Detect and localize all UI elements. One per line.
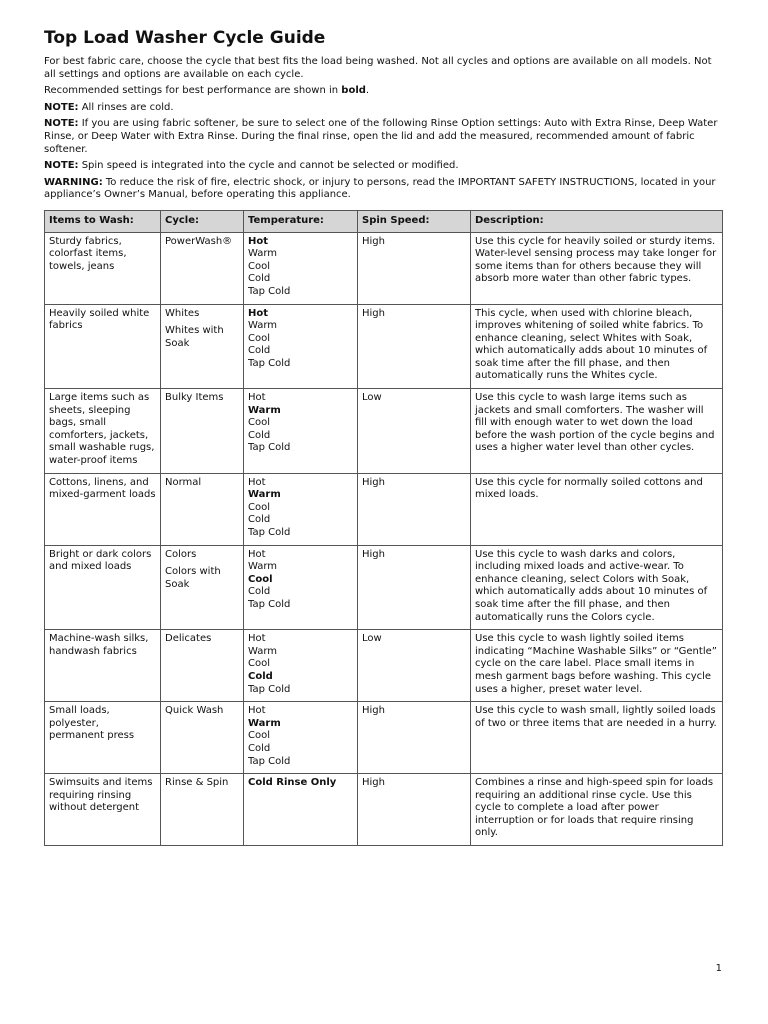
temperature-option: Cool — [248, 260, 270, 272]
temperature-option: Cool — [248, 417, 270, 429]
table-row — [45, 389, 723, 474]
cycle-name: PowerWash® — [165, 235, 233, 247]
temperature-option: Cool — [248, 730, 270, 742]
temperature-option: Cold — [248, 429, 271, 441]
recommended-paragraph — [44, 85, 724, 98]
cell-items: Sturdy fabrics, colorfast items, towels, jeans — [45, 232, 161, 304]
note-label: NOTE: — [44, 101, 79, 113]
note-fabric-softener — [44, 118, 724, 156]
intro-paragraph: For best fabric care, choose the cycle that best fits the load being washed. Not all cycles and options are available on all models. Not all settings and options are available on each cycle. — [44, 56, 712, 80]
cell-items: Bright or dark colors and mixed loads — [45, 545, 161, 630]
cell-temperature — [244, 389, 358, 474]
temperature-option: Warm — [248, 320, 278, 332]
cell-description: Combines a rinse and high-speed spin for loads requiring an additional rinse cycle. Use this cycle to complete a load after power interruption or for loads that require rinsing only. — [471, 774, 723, 846]
warning-label: WARNING: — [44, 176, 103, 188]
cell-spin-speed: Low — [358, 389, 471, 474]
cycle-name: Colors — [165, 548, 197, 560]
temperature-option: Tap Cold — [248, 683, 291, 695]
cell-cycle — [161, 389, 244, 474]
warning-text: To reduce the risk of fire, electric shock, or injury to persons, read the IMPORTANT SAFETY INSTRUCTIONS, located in your appliance’s Owner’s Manual, before operating this appliance. — [44, 176, 716, 201]
recommended-temperature: Cool — [248, 573, 273, 585]
cell-temperature — [244, 232, 358, 304]
header-temperature: Temperature: — [244, 210, 358, 232]
table-row — [45, 545, 723, 630]
cell-items: Large items such as sheets, sleeping bags, small comforters, jackets, small washable rugs, water-proof items — [45, 389, 161, 474]
cell-cycle — [161, 232, 244, 304]
cell-description: Use this cycle for heavily soiled or sturdy items. Water-level sensing process may take longer for some items than for others because they will absorb more water than other fabric types. — [471, 232, 723, 304]
table-row — [45, 473, 723, 545]
cycle-name: Normal — [165, 476, 202, 488]
cell-temperature — [244, 702, 358, 774]
temperature-option: Cold — [248, 586, 271, 598]
warning-paragraph — [44, 177, 724, 202]
temperature-option: Tap Cold — [248, 285, 291, 297]
cell-temperature — [244, 304, 358, 389]
recommended-temperature: Hot — [248, 235, 269, 247]
cell-cycle — [161, 473, 244, 545]
recommended-bold-word: bold — [341, 85, 366, 97]
cell-temperature — [244, 774, 358, 846]
temperature-option: Warm — [248, 561, 278, 573]
cell-description: Use this cycle to wash darks and colors, including mixed loads and active-wear. To enhance cleaning, select Colors with Soak, which automatically adds about 10 minutes of soak time after the fill phase, and then automatically runs the Colors cycle. — [471, 545, 723, 630]
table-row — [45, 232, 723, 304]
cell-description: Use this cycle to wash small, lightly soiled loads of two or three items that are needed in a hurry. — [471, 702, 723, 774]
temperature-option: Hot — [248, 633, 266, 645]
cell-spin-speed: High — [358, 545, 471, 630]
recommended-temperature: Warm — [248, 717, 281, 729]
temperature-option: Cool — [248, 332, 270, 344]
note-label: NOTE: — [44, 160, 79, 172]
temperature-option: Cool — [248, 501, 270, 513]
cycle-name: Bulky Items — [165, 392, 224, 404]
cycle-guide-table — [44, 210, 723, 846]
cycle-name: Rinse & Spin — [165, 777, 229, 789]
recommended-temperature: Cold Rinse Only — [248, 777, 337, 789]
note-label: NOTE: — [44, 118, 79, 130]
note-text: All rinses are cold. — [78, 101, 174, 113]
cycle-name: Whites with Soak — [165, 325, 224, 349]
recommended-text: Recommended settings for best performance are shown in — [44, 85, 342, 97]
temperature-option: Cold — [248, 514, 271, 526]
temperature-option: Warm — [248, 645, 278, 657]
cell-items: Heavily soiled white fabrics — [45, 304, 161, 389]
temperature-option: Tap Cold — [248, 598, 291, 610]
header-spin-speed: Spin Speed: — [358, 210, 471, 232]
table-row — [45, 774, 723, 846]
temperature-option: Hot — [248, 476, 266, 488]
cell-spin-speed: High — [358, 702, 471, 774]
cell-cycle — [161, 774, 244, 846]
cell-spin-speed: High — [358, 774, 471, 846]
note-rinses — [44, 102, 724, 115]
recommended-temperature: Cold — [248, 670, 273, 682]
temperature-option: Tap Cold — [248, 357, 291, 369]
recommended-temperature: Warm — [248, 489, 281, 501]
cell-cycle — [161, 630, 244, 702]
temperature-option: Cold — [248, 345, 271, 357]
page-number: 1 — [715, 963, 722, 974]
temperature-option: Cold — [248, 742, 271, 754]
cell-cycle — [161, 545, 244, 630]
cell-cycle — [161, 304, 244, 389]
cycle-name: Colors with Soak — [165, 566, 221, 590]
cell-description: Use this cycle for normally soiled cottons and mixed loads. — [471, 473, 723, 545]
cycle-name: Quick Wash — [165, 705, 224, 717]
cell-items: Cottons, linens, and mixed-garment loads — [45, 473, 161, 545]
cell-items: Swimsuits and items requiring rinsing without detergent — [45, 774, 161, 846]
table-body — [45, 232, 723, 846]
document-page — [44, 28, 724, 846]
cycle-name: Whites — [165, 307, 200, 319]
temperature-option: Tap Cold — [248, 755, 291, 767]
header-cycle: Cycle: — [161, 210, 244, 232]
table-row — [45, 702, 723, 774]
temperature-option: Hot — [248, 392, 266, 404]
temperature-option: Warm — [248, 248, 278, 260]
recommended-temperature: Hot — [248, 307, 269, 319]
table-row — [45, 630, 723, 702]
temperature-option: Cold — [248, 273, 271, 285]
header-description: Description: — [471, 210, 723, 232]
cycle-name: Delicates — [165, 633, 212, 645]
cell-cycle — [161, 702, 244, 774]
table-row — [45, 304, 723, 389]
recommended-temperature: Warm — [248, 404, 281, 416]
cell-description: Use this cycle to wash large items such as jackets and small comforters. The washer will fill with enough water to wet down the load before the wash portion of the cycle begins and uses a higher water level than other cycles. — [471, 389, 723, 474]
cell-description: Use this cycle to wash lightly soiled items indicating “Machine Washable Silks” or “Gentle” cycle on the care label. Place small items in mesh garment bags before washing. This cycle uses a higher, preset water level. — [471, 630, 723, 702]
cell-spin-speed: High — [358, 304, 471, 389]
note-text: Spin speed is integrated into the cycle and cannot be selected or modified. — [78, 160, 459, 172]
note-text: If you are using fabric softener, be sure to select one of the following Rinse Option settings: Auto with Extra Rinse, Deep Water Rinse, or Deep Water with Extra Rinse. During the final rinse, open the lid and add the measured, recommended amount of fabric softener. — [44, 118, 718, 155]
note-spin-speed — [44, 160, 724, 173]
cell-temperature — [244, 545, 358, 630]
cell-items: Machine-wash silks, handwash fabrics — [45, 630, 161, 702]
temperature-option: Hot — [248, 705, 266, 717]
temperature-option: Hot — [248, 548, 266, 560]
table-header-row — [45, 210, 723, 232]
recommended-period: . — [365, 85, 370, 97]
page-title: Top Load Washer Cycle Guide — [44, 28, 326, 48]
cell-spin-speed: High — [358, 232, 471, 304]
temperature-option: Cool — [248, 658, 270, 670]
cell-items: Small loads, polyester, permanent press — [45, 702, 161, 774]
header-items: Items to Wash: — [45, 210, 161, 232]
cell-spin-speed: High — [358, 473, 471, 545]
cell-description: This cycle, when used with chlorine bleach, improves whitening of soiled white fabrics. To enhance cleaning, select Whites with Soak, which automatically adds about 10 minutes of soak time after the fill phase, and then automatically runs the Whites cycle. — [471, 304, 723, 389]
cell-temperature — [244, 630, 358, 702]
cell-temperature — [244, 473, 358, 545]
temperature-option: Tap Cold — [248, 442, 291, 454]
temperature-option: Tap Cold — [248, 527, 291, 538]
cell-spin-speed: Low — [358, 630, 471, 702]
